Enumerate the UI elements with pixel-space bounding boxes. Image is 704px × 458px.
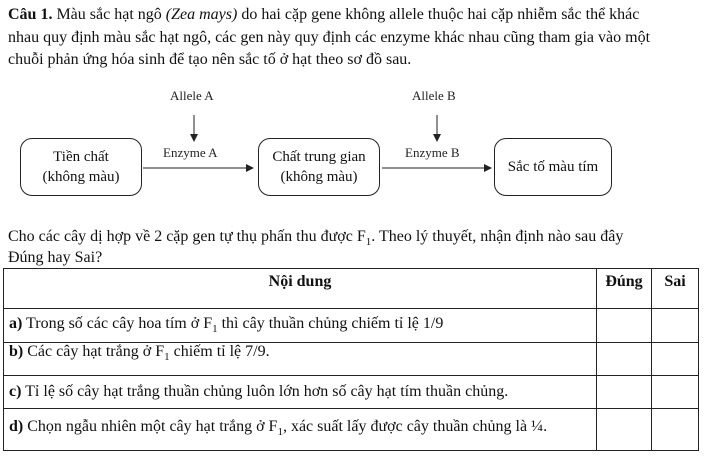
statement-label: b) [9, 343, 24, 360]
box-text: Tiền chất [53, 149, 109, 165]
box-text: (không màu) [42, 169, 120, 185]
allele-a-label: Allele A [170, 88, 214, 103]
enzyme-b-label: Enzyme B [405, 145, 460, 160]
subscript: 1 [164, 351, 170, 364]
statement-text: Trong số các cây hoa tím ở F [22, 315, 213, 333]
false-cell-c[interactable] [652, 376, 699, 409]
allele-b-label: Allele B [412, 88, 456, 103]
box-intermediate [258, 138, 380, 196]
statement-text: Chọn ngẫu nhiên một cây hạt trắng ở F [23, 417, 278, 435]
true-cell-d[interactable] [597, 409, 652, 451]
statement-label: a) [9, 315, 23, 333]
true-cell-c[interactable] [597, 376, 652, 409]
statement-b [4, 343, 597, 376]
intro-line-2: nhau quy định màu sắc hạt ngô, các gen này quy định các enzyme khác nhau cũng tham gia vào một [8, 29, 651, 46]
statement-text: Tỉ lệ số cây hạt trắng thuần chủng luôn lớn hơn số cây hạt tím thuần chủng. [21, 383, 509, 400]
question-text: Cho các cây dị hợp về 2 cặp gen tự thụ phấn thu được F [8, 228, 366, 245]
statement-label: d) [9, 417, 24, 435]
box-text: (không màu) [280, 169, 358, 185]
intro-text: Màu sắc hạt ngô [52, 6, 166, 23]
intro-line-3: chuỗi phản ứng hóa sinh để tạo nên sắc tố ở hạt theo sơ đồ sau. [8, 51, 412, 68]
header-content: Nội dung [4, 269, 597, 309]
statement-text: Các cây hạt trắng ở F [23, 343, 165, 360]
enzyme-a-label: Enzyme A [163, 145, 218, 160]
question-number: Câu 1. [8, 6, 53, 23]
box-text: Sắc tố màu tím [507, 159, 599, 175]
header-false: Sai [652, 269, 699, 309]
statement-a [4, 309, 597, 343]
box-purple-pigment [494, 138, 612, 196]
false-cell-d[interactable] [652, 409, 699, 451]
true-cell-a[interactable] [597, 309, 652, 343]
subscript: 1 [212, 323, 218, 336]
header-true: Đúng [597, 269, 652, 309]
box-text: Chất trung gian [272, 149, 366, 165]
statement-text: , xác suất lấy được cây thuần chủng là ¼. [282, 417, 548, 435]
answer-table [3, 268, 699, 451]
species-name: (Zea mays) [165, 6, 238, 23]
subscript: 1 [277, 426, 283, 439]
statement-text: thì cây thuần chủng chiếm tỉ lệ 1/9 [217, 315, 444, 333]
true-cell-b[interactable] [597, 343, 652, 376]
table-row [4, 343, 699, 376]
question-line-2: Đúng hay Sai? [8, 249, 103, 266]
intro-text: do hai cặp gene không allele thuộc hai cặp nhiễm sắc thể khác [237, 6, 640, 23]
false-cell-b[interactable] [652, 343, 699, 376]
statement-c [4, 376, 597, 409]
table-row [4, 309, 699, 343]
table-row [4, 409, 699, 451]
statement-d [4, 409, 597, 451]
table-row [4, 376, 699, 409]
subscript: 1 [365, 236, 372, 249]
box-precursor [20, 138, 142, 196]
false-cell-a[interactable] [652, 309, 699, 343]
statement-label: c) [9, 383, 22, 400]
table-header-row [4, 269, 699, 309]
statement-text: chiếm tỉ lệ 7/9. [169, 343, 270, 360]
question-text: . Theo lý thuyết, nhận định nào sau đây [371, 228, 624, 245]
